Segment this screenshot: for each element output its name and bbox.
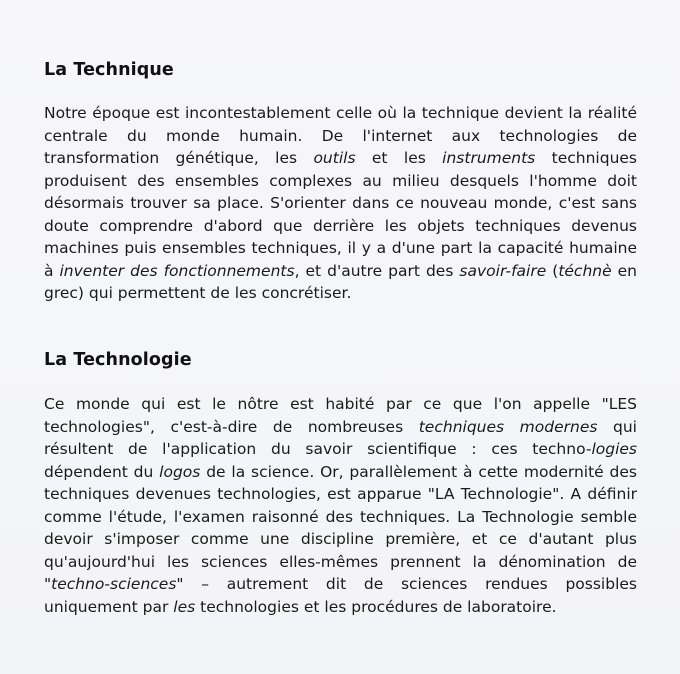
section-paragraph-technologie [44, 393, 637, 618]
italic-text-run: inventer des fonctionnements [59, 261, 295, 280]
italic-text-run: les [173, 597, 196, 616]
text-run: de la science. Or, parallèlement à cette modernité des techniques devenues technologies, est apparue "LA Technologie". A définir comme l'étude, l'examen raisonné des techniques. La Technologie semble devoir s'imposer comme une discipline première, et ce d'autant plus qu'aujourd'hui les sciences elles-mêmes prennent la dénomination de " [44, 462, 637, 593]
italic-text-run: techniques modernes [418, 417, 598, 436]
text-run: , et d'autre part des [294, 261, 460, 280]
italic-text-run: savoir-faire [459, 261, 547, 280]
italic-text-run: logos [159, 462, 201, 481]
italic-text-run: logies [591, 440, 637, 458]
text-run: techniques produisent des ensembles complexes au milieu desquels l'homme doit désormais trouver sa place. S'orienter dans ce nouveau monde, c'est sans doute comprendre d'abord que derrière les objets techniques devenus machines puis ensembles techniques, il y a d'une part la capacité humaine à [44, 149, 637, 280]
section-title-technologie: La Technologie [44, 350, 192, 370]
text-run: en grec) qui permettent de les concrétiser. [44, 261, 638, 302]
text-run: Notre époque est incontestablement celle où la technique devient la réalité centrale du monde humain. De l'internet aux technologies de transformation génétique, les [44, 104, 637, 167]
section-title-technique: La Technique [44, 60, 174, 80]
text-run: dépendent du [44, 462, 160, 481]
text-run: qui résultent de l'application du savoir scientifique : ces techno- [44, 417, 637, 458]
text-run: " – autrement dit de sciences rendues possibles uniquement par [44, 575, 637, 616]
text-run: technologies et les procédures de laboratoire. [195, 597, 557, 616]
text-run: ( [546, 261, 559, 280]
italic-text-run: téchnè [558, 261, 612, 280]
section-paragraph-technique [44, 102, 637, 305]
text-run: Ce monde qui est le nôtre est habité par ce que l'on appelle "LES technologies", c'est-à-dire de nombreuses [44, 395, 637, 436]
italic-text-run: instruments [442, 149, 536, 167]
italic-text-run: outils [313, 149, 356, 167]
text-run: et les [355, 149, 443, 167]
italic-text-run: techno-sciences [51, 575, 177, 593]
